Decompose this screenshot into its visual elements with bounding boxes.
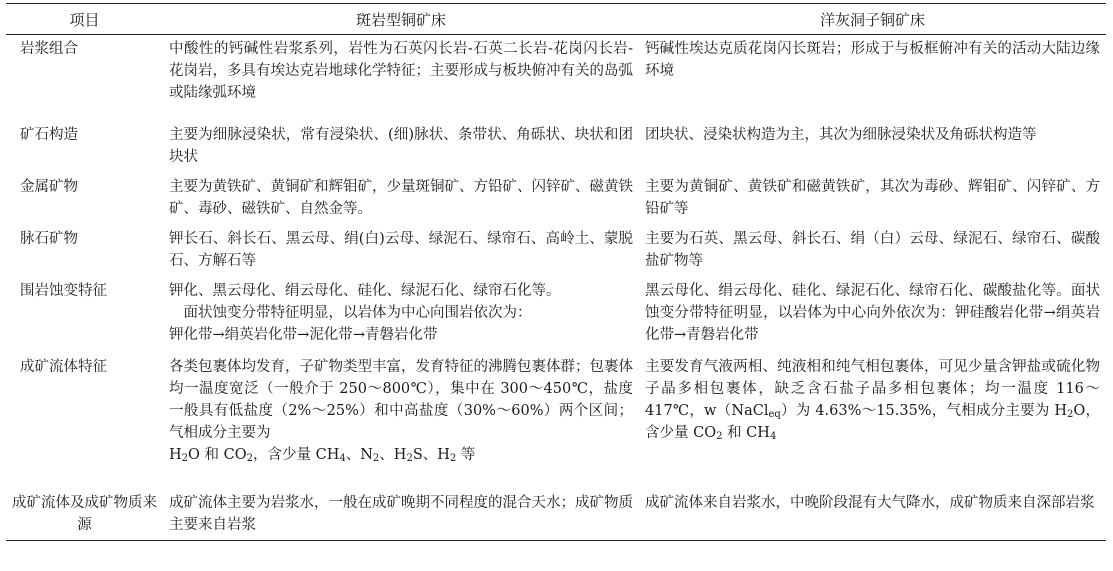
row-item-label: 矿石构造 [20, 126, 78, 143]
yanghui-cell: 主要发育气液两相、纯液相和纯气相包裹体，可见少量含钾盐或硫化物子晶多相包裹体，缺乏含石盐子晶多相包裹体；均一温度 116～417℃，w（NaCl$_{eq}$）为 4.63%～15.35%，气相成分主要为 $H_2O$，含少量 $CO_2$ 和 $CH_4$ [645, 358, 1100, 442]
table-row [6, 353, 1106, 489]
yanghui-cell: 主要为黄铜矿、黄铁矿和磁黄铁矿，其次为毒砂、辉钼矿、闪锌矿、方铅矿等 [645, 178, 1100, 217]
arrow-icon: → [352, 326, 365, 343]
table-row [6, 35, 1106, 121]
yanghui-cell: 主要为石英、黑云母、斜长石、绢（白）云母、绿泥石、绿帘石、碳酸盐矿物等 [645, 230, 1100, 269]
yanghui-cell: 钙碱性埃达克质花岗闪长斑岩；形成于与板框俯冲有关的活动大陆边缘环境 [645, 41, 1100, 79]
arrow-icon: → [1043, 304, 1056, 321]
arrow-icon: → [674, 326, 687, 343]
row-item-label: 围岩蚀变特征 [20, 282, 107, 299]
table-row [6, 489, 1106, 541]
row-item-label: 岩浆组合 [20, 41, 78, 57]
arrow-icon: → [297, 326, 310, 343]
porphyry-cell: 中酸性的钙碱性岩浆系列，岩性为石英闪长岩-石英二长岩-花岗闪长岩-花岗岩，多具有埃达克岩地球化学特征；主要形成与板块俯冲有关的岛弧或陆缘弧环境 [169, 41, 633, 101]
header-item: 项目 [6, 4, 163, 35]
porphyry-cell: 主要为黄铁矿、黄铜矿和辉钼矿，少量斑铜矿、方铅矿、闪锌矿、磁黄铁矿、毒砂、磁铁矿、自然金等。 [169, 178, 633, 217]
row-item-label: 脉石矿物 [20, 230, 78, 247]
header-yanghuidongzi: 洋灰洞子铜矿床 [639, 4, 1106, 35]
yanghui-cell: 团块状、浸染状构造为主，其次为细脉浸染状及角砾状构造等 [645, 126, 1037, 143]
porphyry-cell: 成矿流体主要为岩浆水，一般在成矿晚期不同程度的混合天水；成矿物质主要来自岩浆 [163, 489, 639, 541]
table-row [6, 173, 1106, 225]
porphyry-cell: 钾化、黑云母化、绢云母化、硅化、绿泥石化、绿帘石化等。 面状蚀变分带特征明显，以岩体为中心向围岩依次为： 钾化带→绢英岩化带→泥化带→青磐岩化带 [169, 282, 561, 343]
header-porphyry: 斑岩型铜矿床 [163, 4, 639, 35]
row-item-label: 成矿流体特征 [20, 358, 107, 375]
row-item-label: 成矿流体及成矿物质来源 [6, 489, 163, 541]
porphyry-cell: 各类包裹体均发育，子矿物类型丰富，发育特征的沸腾包裹体群；包裹体均一温度宽泛（一般介于 250～800℃），集中在 300～450℃，盐度一般具有低盐度（2%～25%）和中高盐度（30%～60%）两个区间；气相成分主要为 $H_2O$ 和 $CO_2$，含少量 $CH_4$、$N_2$、$H_2S$、$H_2$ 等 [169, 358, 633, 464]
yanghui-cell: 黑云母化、绢云母化、硅化、绿泥石化、绿帘石化、碳酸盐化等。面状蚀变分带特征明显，以岩体为中心向外依次为：钾硅酸岩化带→绢英岩化带→青磐岩化带 [645, 282, 1101, 343]
arrow-icon: → [212, 326, 225, 343]
table-row [6, 277, 1106, 353]
table-row [6, 121, 1106, 173]
comparison-table [6, 3, 1106, 541]
table-row [6, 225, 1106, 277]
row-item-label: 金属矿物 [20, 178, 78, 195]
porphyry-cell: 钾长石、斜长石、黑云母、绢(白)云母、绿泥石、绿帘石、高岭土、蒙脱石、方解石等 [169, 230, 633, 269]
header-row [6, 4, 1106, 35]
yanghui-cell: 成矿流体来自岩浆水，中晚阶段混有大气降水，成矿物质来自深部岩浆 [639, 489, 1106, 541]
porphyry-cell: 主要为细脉浸染状，常有浸染状、(细)脉状、条带状、角砾状、块状和团块状 [169, 126, 633, 165]
